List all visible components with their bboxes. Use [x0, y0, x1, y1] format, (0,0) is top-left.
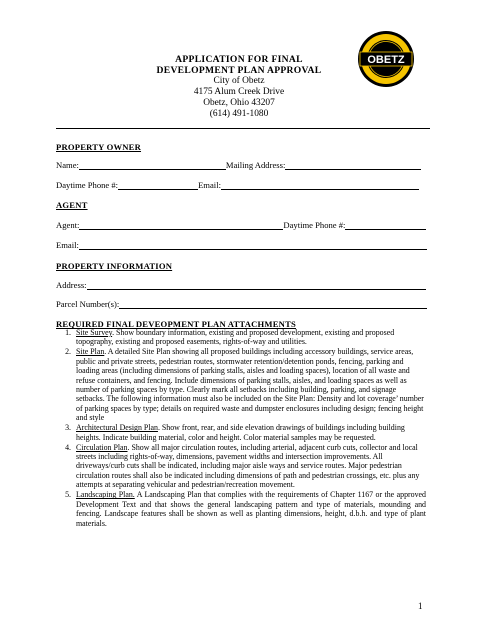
agent-name-input[interactable] — [79, 221, 283, 230]
item-description: . A detailed Site Plan showing all proposed buildings including accessory buildings, service areas, public and private streets, pedestrian routes, stormwater retention/detention ponds, fencing, parking and loading areas (including dimensions of parking stalls, aisles and loading spaces), location of all waste and refuse containers, and fencing. Include dimensions of parking stalls, aisles, and loading spaces as well as number of parking spaces by type. Clearly mark all setbacks including building, parking, and signage setbacks. The following information must also be included on the Site Plan: Density and lot coverage’ number of parking spaces by type; details on required waste and dumpster enclosures including design; fencing height and style — [76, 347, 424, 423]
item-description: A Landscaping Plan that complies with the requirements of Chapter 1167 or the approved Development Text and that shows the general landscaping pattern and type of materials, mounding and fencing. Landscape features shall be shown as well as planting dimensions, height, d.b.h. and type of plant materials. — [76, 490, 426, 528]
parcel-number-label: Parcel Number(s): — [56, 299, 120, 309]
agent-phone-input[interactable] — [345, 221, 426, 230]
street-address: 4175 Alum Creek Drive — [193, 87, 285, 97]
owner-mailing-input[interactable] — [285, 161, 421, 170]
owner-phone-input[interactable] — [118, 181, 198, 190]
owner-phone-label: Daytime Phone #: — [56, 180, 119, 190]
section-property-owner: PROPERTY OWNER — [56, 142, 142, 152]
item-title: Landscaping Plan. — [76, 490, 135, 500]
item-number: 2. — [65, 347, 71, 357]
attachment-item-site-plan — [56, 347, 426, 422]
property-address-label: Address: — [56, 280, 87, 290]
agent-email-label: Email: — [56, 240, 79, 250]
item-number: 1. — [65, 328, 71, 337]
agent-name-label: Agent: — [56, 220, 80, 230]
item-description: . Show front, rear, and side elevation drawings of buildings including building heights. Indicate building material, color and height. Color material samples may be requested. — [76, 423, 405, 442]
agent-name-field[interactable] — [56, 220, 426, 230]
property-address-field[interactable] — [56, 280, 426, 290]
property-address-input[interactable] — [87, 281, 426, 290]
item-number: 5. — [65, 490, 71, 500]
logo-wordmark: OBETZ — [367, 54, 405, 66]
agent-email-field[interactable] — [56, 240, 427, 250]
owner-email-input[interactable] — [221, 181, 419, 190]
owner-contact-field[interactable] — [56, 180, 419, 190]
item-title: Architectural Design Plan — [76, 423, 158, 433]
owner-name-label: Name: — [56, 160, 79, 170]
owner-mailing-label: Mailing Address: — [225, 160, 286, 170]
item-title: Site Survey — [76, 328, 113, 337]
title-line-1: APPLICATION FOR FINAL — [175, 54, 303, 65]
attachment-item-architectural-design — [56, 423, 426, 442]
parcel-number-field[interactable] — [56, 299, 427, 309]
city-name: City of Obetz — [213, 76, 265, 86]
parcel-number-input[interactable] — [119, 300, 427, 309]
agent-phone-label: Daytime Phone #: — [283, 220, 346, 230]
owner-name-input[interactable] — [79, 161, 226, 170]
document-header — [100, 54, 378, 120]
owner-email-label: Email: — [198, 180, 221, 190]
item-title: Site Plan — [76, 347, 105, 357]
section-agent: AGENT — [56, 200, 88, 210]
header-divider — [56, 128, 430, 129]
item-description: . Show boundary information, existing and proposed development, existing and proposed topography, existing and proposed easements, rights-of-way and utilities. — [76, 328, 395, 347]
attachment-item-landscaping-plan — [56, 490, 426, 528]
owner-name-field[interactable] — [56, 160, 421, 170]
section-required-attachments: REQUIRED FINAL DEVEOPMENT PLAN ATTACHMENTS — [56, 319, 296, 329]
item-description: . Show all major circulation routes, including arterial, adjacent curb cuts, collector and local streets including rights-of-way, dimensions, pavement widths and intersection improvements. All driveways/curb cuts shall be indicated, including major aisle ways and service routes. Major pedestrian circulation routes shall also be indicated including dimensions of path and pedestrian crossings, etc. plus any attempts at separating vehicular and pedestrian/recreation movement. — [76, 442, 420, 490]
agent-email-input[interactable] — [79, 241, 427, 250]
section-property-information: PROPERTY INFORMATION — [56, 261, 173, 271]
attachment-item-circulation-plan — [56, 443, 426, 490]
item-number: 4. — [65, 442, 71, 452]
item-title: Circulation Plan — [76, 442, 128, 452]
obetz-logo — [357, 30, 415, 88]
title-line-2: DEVELOPMENT PLAN APPROVAL — [156, 65, 322, 76]
attachments-list — [56, 328, 426, 529]
attachment-item-site-survey — [56, 328, 426, 347]
page-number: 1 — [418, 601, 423, 611]
phone-number: (614) 491-1080 — [209, 109, 269, 119]
city-state-zip: Obetz, Ohio 43207 — [203, 98, 275, 108]
item-number: 3. — [65, 423, 71, 433]
